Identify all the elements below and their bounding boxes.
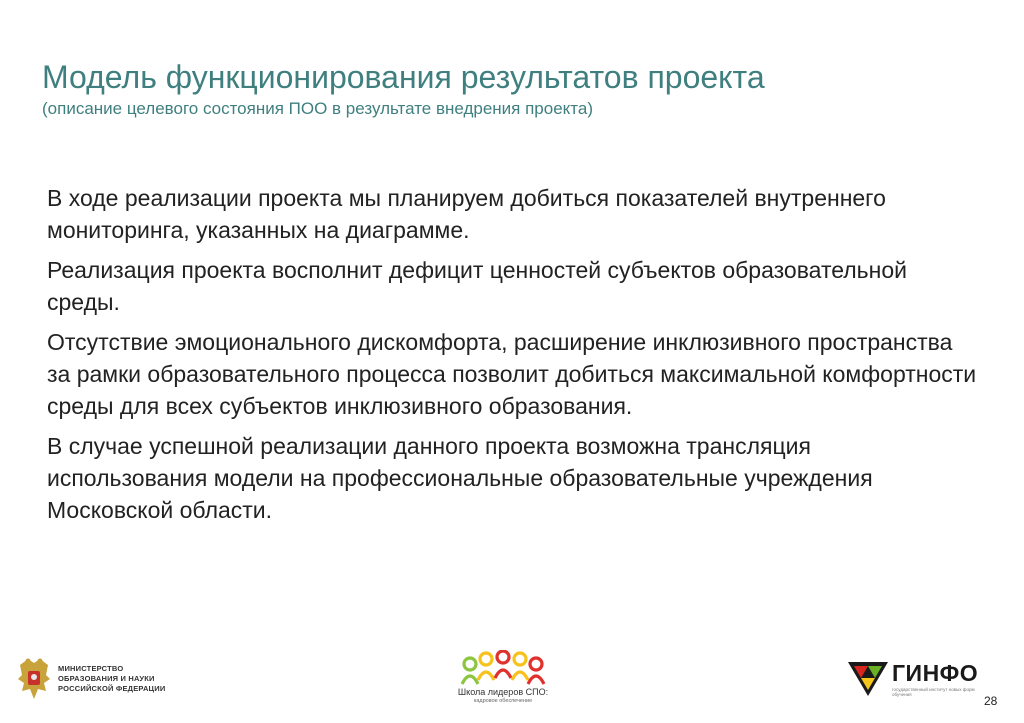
ministry-logo xyxy=(14,655,214,705)
coat-of-arms-icon xyxy=(14,655,54,703)
page-number: 28 xyxy=(984,694,998,708)
slide-title: Модель функционирования результатов проекта xyxy=(42,59,765,95)
ginfo-subtitle: государственный институт новых форм обучения xyxy=(892,687,975,697)
body-paragraph-2: Реализация проекта восполнит дефицит ценностей субъектов образовательной среды. xyxy=(47,257,908,315)
body-text xyxy=(47,182,977,534)
ginfo-name: ГИНФО xyxy=(892,660,979,686)
body-paragraph-4: В случае успешной реализации данного проекта возможна трансляция использования модели на профессиональные образовательные учреждения Московской области. xyxy=(47,433,873,523)
school-leaders-logo xyxy=(448,650,558,710)
ministry-name: МИНИСТЕРСТВО ОБРАЗОВАНИЯ И НАУКИ РОССИЙСКОЙ ФЕДЕРАЦИИ xyxy=(58,664,166,693)
ginfo-triangle-icon xyxy=(846,658,890,698)
school-subtitle: кадровое обеспечение xyxy=(473,698,533,704)
slide-subtitle: (описание целевого состояния ПОО в результате внедрения проекта) xyxy=(42,99,594,118)
ginfo-logo xyxy=(846,656,979,706)
people-figures-icon xyxy=(460,650,546,686)
school-name: Школа лидеров СПО: xyxy=(457,687,549,697)
body-paragraph-1: В ходе реализации проекта мы планируем добиться показателей внутреннего мониторинга, указанных на диаграмме. xyxy=(47,185,886,243)
body-paragraph-3: Отсутствие эмоционального дискомфорта, расширение инклюзивного пространства за рамки образовательного процесса позволит добиться максимальной комфортности среды для всех субъектов инклюзивного образования. xyxy=(47,329,977,419)
